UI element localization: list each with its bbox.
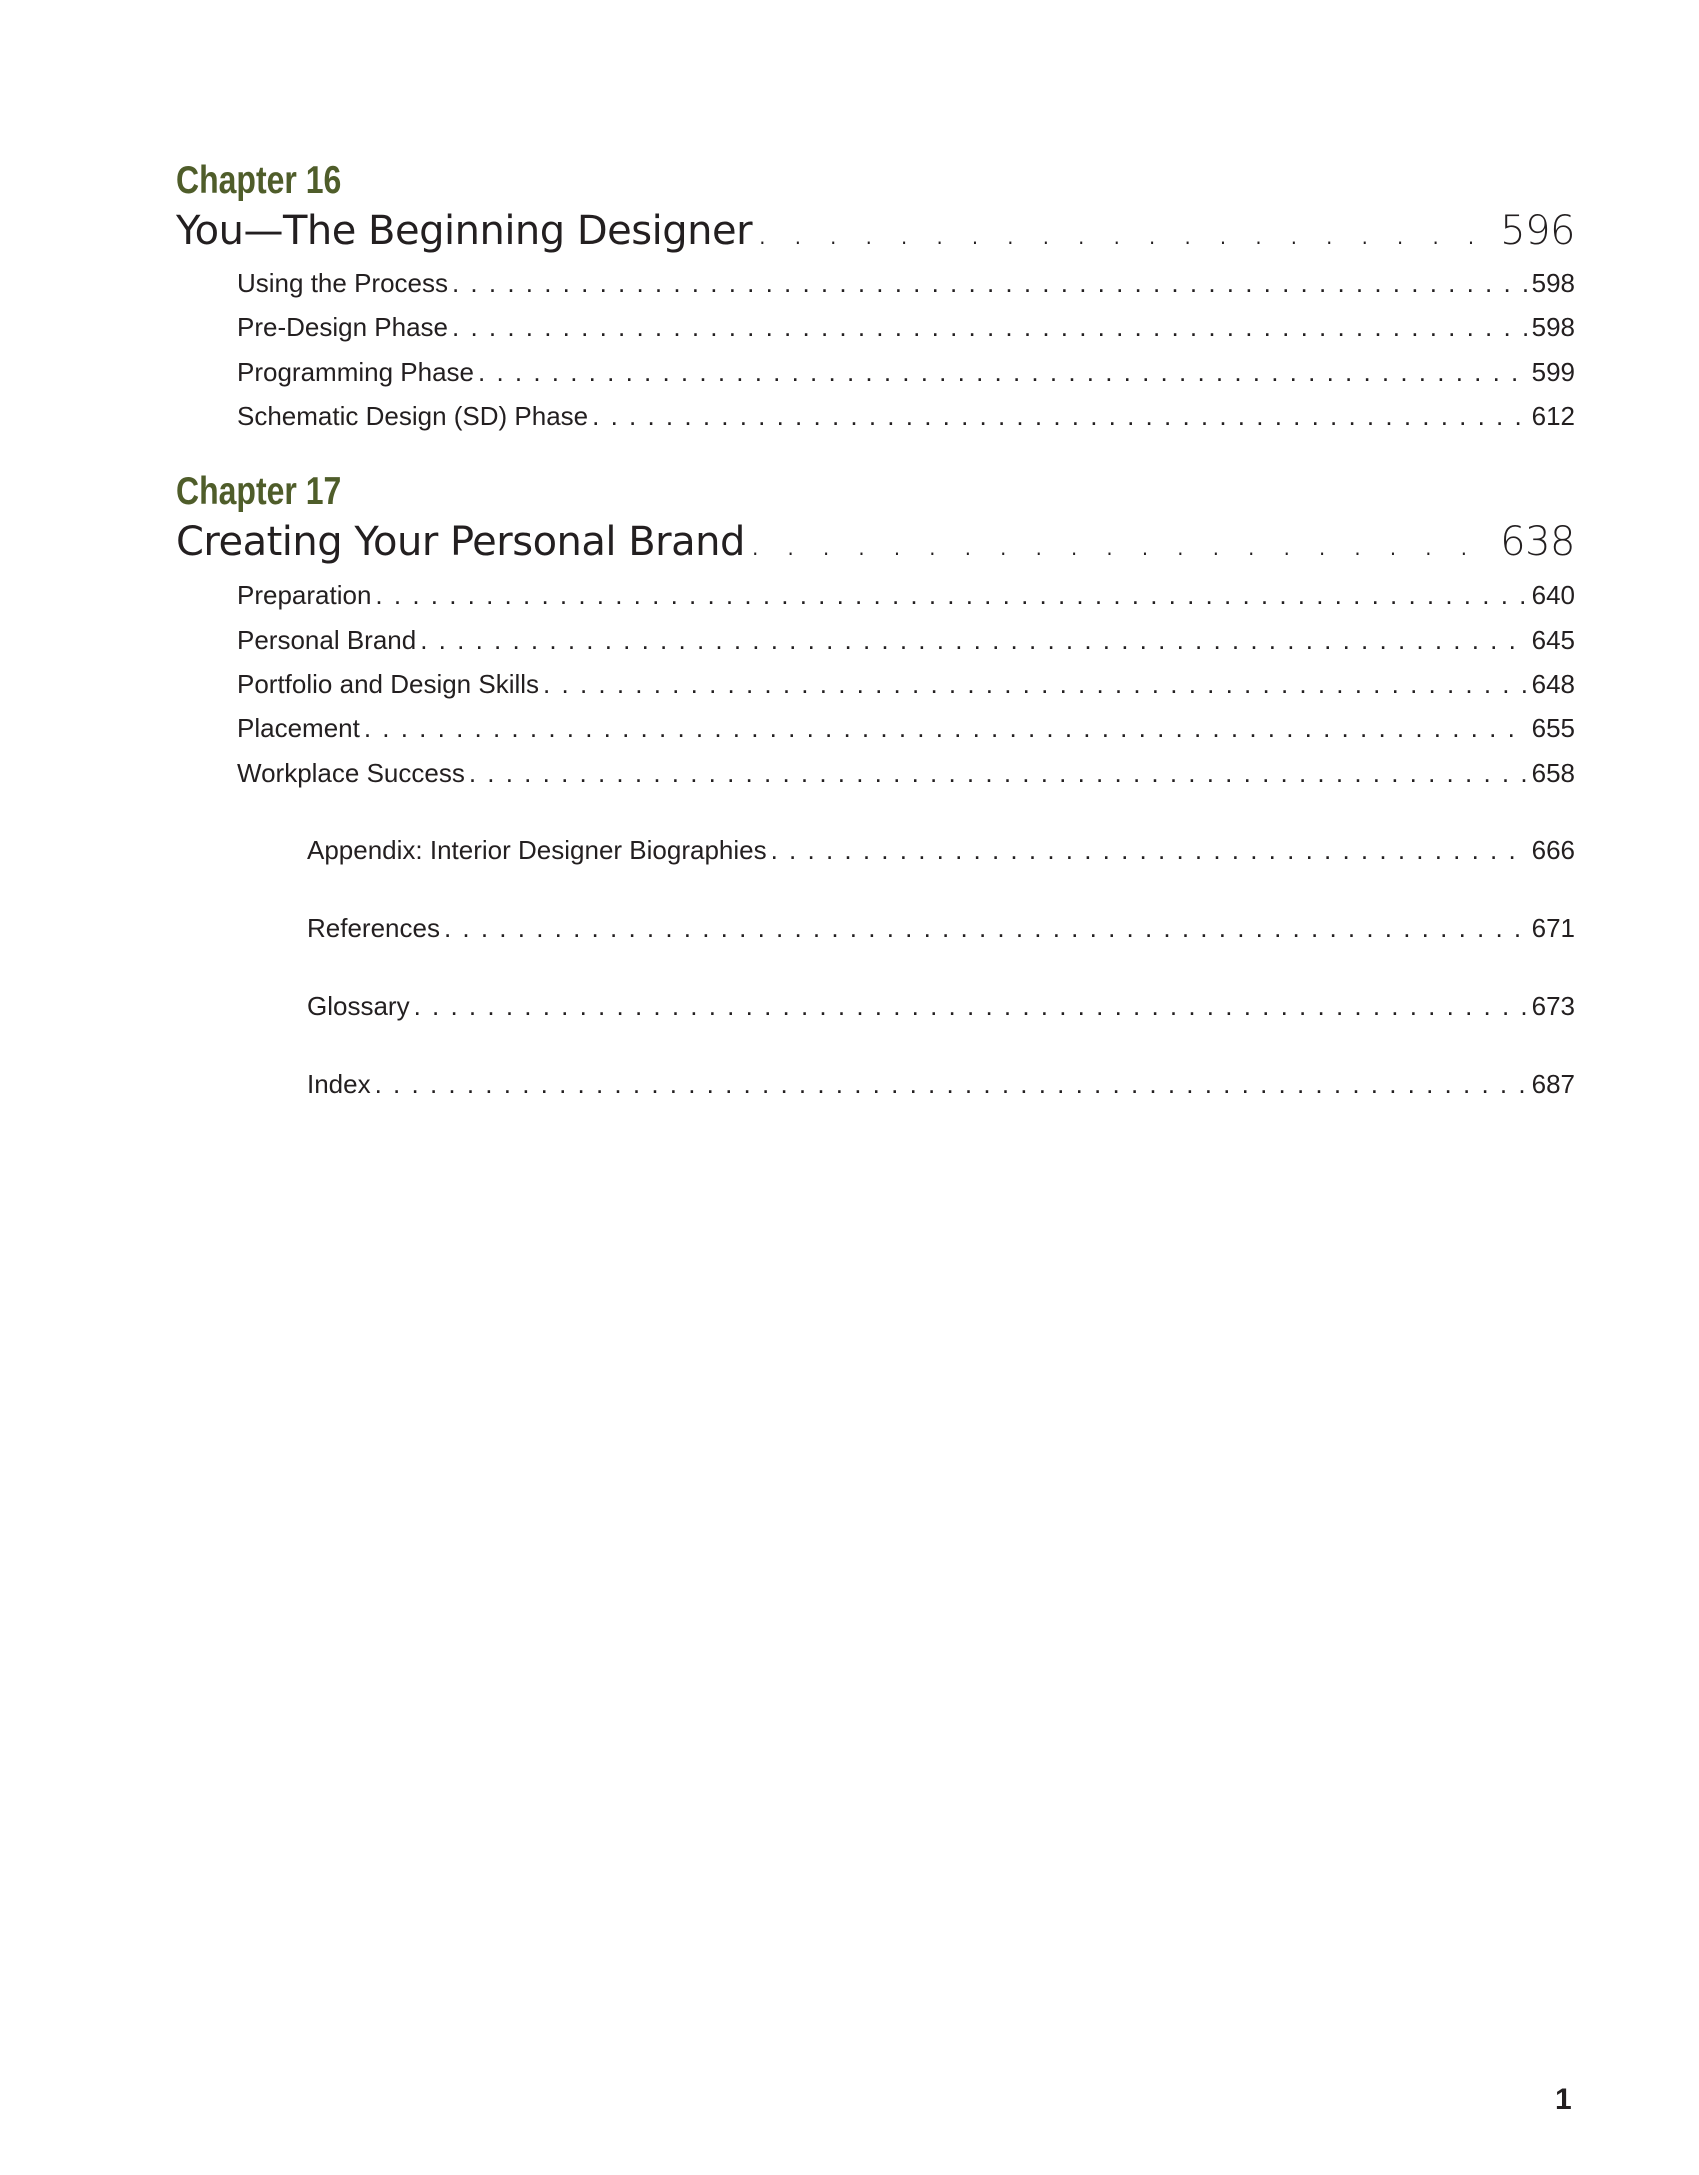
dot-leader <box>444 915 1528 941</box>
dot-leader <box>469 760 1528 786</box>
entry-title: Schematic Design (SD) Phase <box>237 401 589 431</box>
entry-title: Placement <box>237 713 360 743</box>
toc-entry[interactable] <box>237 627 1575 653</box>
dot-leader <box>364 715 1528 741</box>
page-ref: 673 <box>1531 991 1575 1021</box>
entry-title: Using the Process <box>237 268 448 298</box>
page-ref: 648 <box>1531 669 1575 699</box>
entry-title: Programming Phase <box>237 357 474 387</box>
chapter-17-label: Chapter 17 <box>176 470 342 513</box>
page-ref: 655 <box>1531 713 1575 743</box>
entry-title: Preparation <box>237 580 372 610</box>
page-ref: 666 <box>1531 835 1575 865</box>
dot-leader <box>452 314 1528 340</box>
toc-entry[interactable] <box>237 582 1575 608</box>
dot-leader <box>375 1071 1528 1097</box>
entry-title: References <box>307 913 440 943</box>
chapter-title: Creating Your Personal Brand <box>176 519 745 565</box>
toc-entry[interactable] <box>237 314 1575 340</box>
page-ref: 658 <box>1531 758 1575 788</box>
page-ref: 599 <box>1531 357 1575 387</box>
page-ref: 640 <box>1531 580 1575 610</box>
back-matter-entry[interactable] <box>307 915 1575 941</box>
dot-leader <box>592 403 1527 429</box>
chapter-16-label: Chapter 16 <box>176 159 342 202</box>
dot-leader <box>452 270 1528 296</box>
chapter-16-title-entry[interactable] <box>176 208 1575 254</box>
dot-leader <box>478 359 1528 385</box>
toc-entry[interactable] <box>237 359 1575 385</box>
toc-entry[interactable] <box>237 671 1575 697</box>
toc-entry[interactable] <box>237 760 1575 786</box>
back-matter-entry[interactable] <box>307 1071 1575 1097</box>
entry-title: Portfolio and Design Skills <box>237 669 540 699</box>
toc-entry[interactable] <box>237 403 1575 429</box>
page-ref: 645 <box>1531 625 1575 655</box>
dot-leader <box>771 837 1528 863</box>
page-ref: 671 <box>1531 913 1575 943</box>
back-matter-entry[interactable] <box>307 837 1575 863</box>
page-ref: 687 <box>1531 1069 1575 1099</box>
dot-leader <box>420 627 1527 653</box>
entry-title: Personal Brand <box>237 625 417 655</box>
page-ref: 598 <box>1531 312 1575 342</box>
chapter-17-title-entry[interactable] <box>176 519 1575 565</box>
chapter-title: You—The Beginning Designer <box>176 208 753 254</box>
page-number: 1 <box>1555 2083 1572 2116</box>
entry-title: Glossary <box>307 991 410 1021</box>
entry-title: Index <box>307 1069 371 1099</box>
toc-entry[interactable] <box>237 715 1575 741</box>
dot-leader <box>543 671 1528 697</box>
dot-leader <box>414 993 1528 1019</box>
entry-title: Appendix: Interior Designer Biographies <box>307 835 767 865</box>
dot-leader <box>756 211 1496 251</box>
dot-leader <box>375 582 1527 608</box>
toc-entry[interactable] <box>237 270 1575 296</box>
entry-title: Pre-Design Phase <box>237 312 448 342</box>
back-matter-entry[interactable] <box>307 993 1575 1019</box>
page-ref: 598 <box>1531 268 1575 298</box>
page-ref: 612 <box>1531 401 1575 431</box>
page-ref: 638 <box>1500 519 1575 565</box>
dot-leader <box>749 522 1496 562</box>
entry-title: Workplace Success <box>237 758 465 788</box>
page-ref: 596 <box>1500 208 1575 254</box>
